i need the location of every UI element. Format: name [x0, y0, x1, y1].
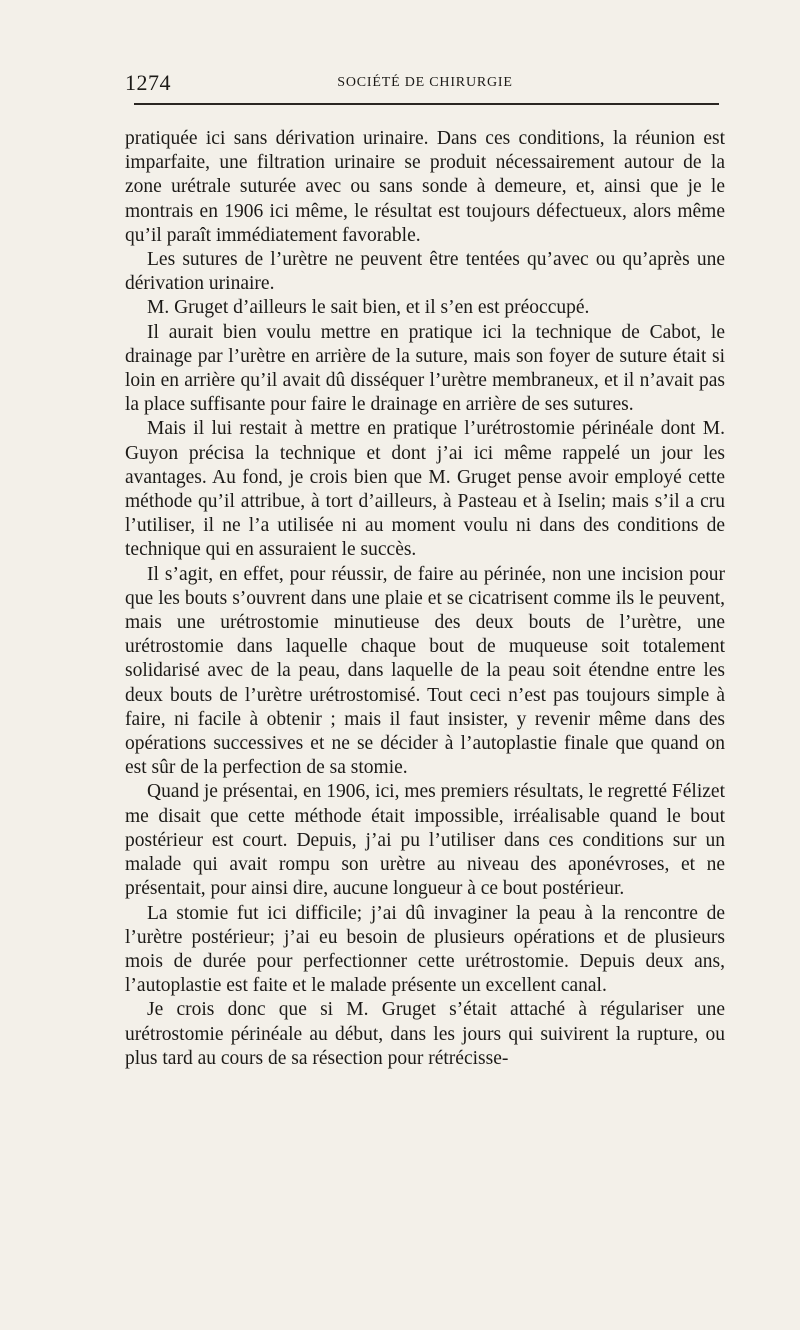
paragraph: Il aurait bien voulu mettre en pratique ici la technique de Cabot, le drainage par l’urètre en arrière de la suture, mais son foyer de suture était si loin en arrière qu’il avait dû disséquer l’urètre membraneux, et il n’avait pas la place suffisante pour faire le drainage en arrière de ses sutures.	[125, 321, 725, 416]
paragraph: La stomie fut ici difficile; j’ai dû invaginer la peau à la rencontre de l’urètre postérieur; j’ai eu besoin de plusieurs opérations et de plusieurs mois de durée pour perfectionner cette urétrostomie. Depuis deux ans, l’autoplastie est faite et le malade présente un excellent canal.	[125, 902, 725, 997]
paragraph: Je crois donc que si M. Gruget s’était attaché à régulariser une urétrostomie périnéale au début, dans les jours qui suivirent la rupture, ou plus tard au cours de sa résection pour rétrécisse-	[125, 999, 725, 1069]
page-number: 1274	[125, 70, 171, 95]
paragraph-continuation: pratiquée ici sans dérivation urinaire. Dans ces conditions, la réunion est imparfaite, une filtration urinaire se produit nécessairement autour de la zone urétrale suturée avec ou sans sonde à demeure, et, ainsi que je le montrais en 1906 ici même, le résultat est toujours défectueux, alors même qu’il paraît immédiatement favorable.	[125, 128, 725, 246]
header-rule	[134, 103, 719, 105]
page-header	[125, 70, 725, 100]
paragraph: Mais il lui restait à mettre en pratique l’urétrostomie périnéale dont M. Guyon précisa la technique et dont j’ai ici même rappelé un jour les avantages. Au fond, je crois bien que M. Gruget pense avoir employé cette méthode qu’il attribue, à tort d’ailleurs, à Pasteau et à Iselin; mais s’il a cru l’utiliser, il ne l’a utilisée ni au moment voulu ni dans des conditions de technique qui en assuraient le succès.	[125, 418, 725, 561]
body-text	[125, 127, 725, 1071]
paragraph: M. Gruget d’ailleurs le sait bien, et il s’en est préoccupé.	[147, 297, 590, 319]
paragraph: Il s’agit, en effet, pour réussir, de faire au périnée, non une incision pour que les bouts s’ouvrent dans une plaie et se cicatrisent comme ils le peuvent, mais une urétrostomie minutieuse des deux bouts de l’urètre, une urétrostomie dans laquelle chaque bout de muqueuse soit totalement solidarisé avec de la peau, dans laquelle de la peau soit étendne entre les deux bouts de l’urètre urétrostomisé. Tout ceci n’est pas toujours simple à faire, ni facile à obtenir ; mais il faut insister, y revenir même dans des opérations successives et ne se décider à l’autoplastie finale que quand on est sûr de la perfection de sa stomie.	[125, 563, 725, 779]
running-title: SOCIÉTÉ DE CHIRURGIE	[337, 75, 513, 90]
paragraph: Les sutures de l’urètre ne peuvent être tentées qu’avec ou qu’après une dérivation urinaire.	[125, 249, 725, 295]
paragraph: Quand je présentai, en 1906, ici, mes premiers résultats, le regretté Félizet me disait que cette méthode était impossible, irréalisable quand le bout postérieur est court. Depuis, j’ai pu l’utiliser dans ces conditions sur un malade qui avait rompu son urètre au niveau des aponévroses, et ne présentait, pour ainsi dire, aucune longueur à ce bout postérieur.	[125, 781, 725, 900]
